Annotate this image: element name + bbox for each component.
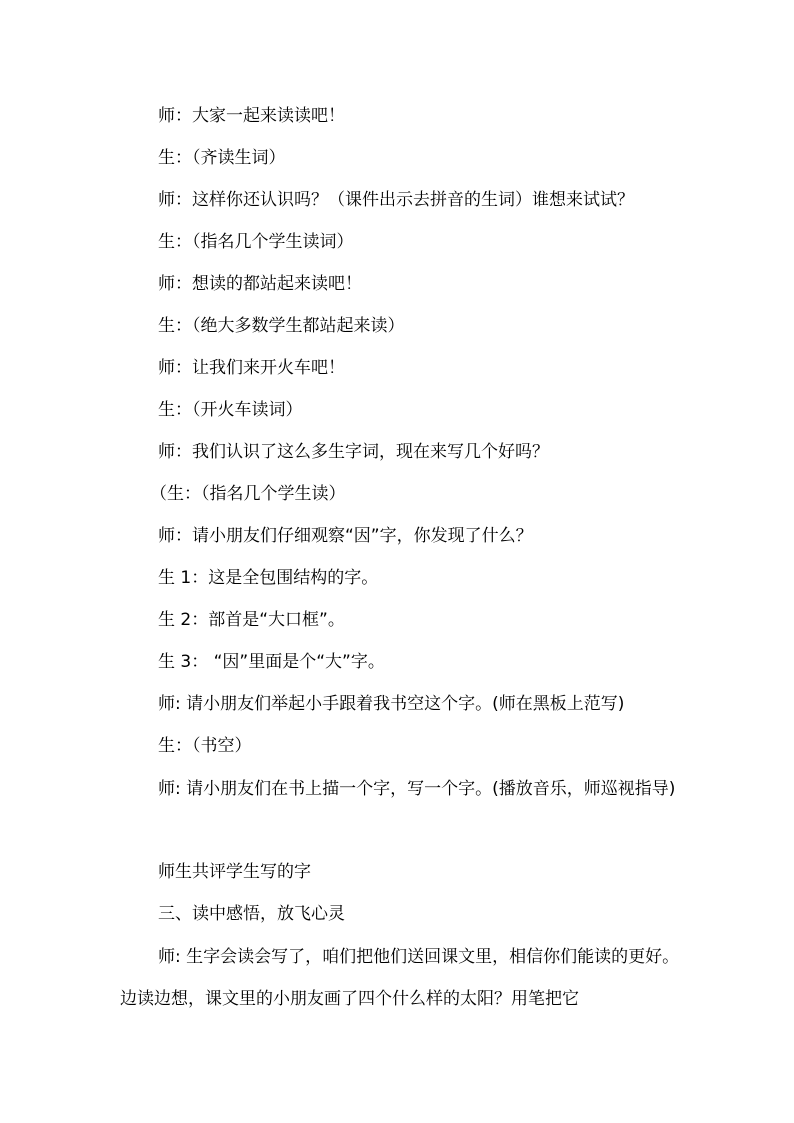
paragraph-17: 师: 请小朋友们在书上描一个字，写一个字。(播放音乐，师巡视指导) [158,779,676,799]
paragraph-6: 生：（绝大多数学生都站起来读） [158,316,405,336]
paragraph-8: 生：（开火车读词） [158,400,303,420]
paragraph-14: 生 3： “因”里面是个“大”字。 [158,652,385,672]
paragraph-18: 师生共评学生写的字 [158,862,311,882]
paragraph-9: 师：我们认识了这么多生字词，现在来写几个好吗？ [158,442,549,462]
paragraph-15: 师: 请小朋友们举起小手跟着我书空这个字。(师在黑板上范写) [158,694,625,714]
paragraph-20: 师: 生字会读会写了，咱们把他们送回课文里，相信你们能读的更好。边读边想，课文里的小朋友画了四个什么样的太阳？用笔把它 [120,947,680,1009]
paragraph-5: 师：想读的都站起来读吧！ [158,274,362,294]
paragraph-16: 生：（书空） [158,736,252,756]
paragraph-12: 生 1：这是全包围结构的字。 [158,568,379,588]
section-heading: 三、读中感悟，放飞心灵 [158,904,345,924]
paragraph-7: 师：让我们来开火车吧！ [158,358,345,378]
paragraph-10: （生：（指名几个学生读） [150,484,346,504]
paragraph-3: 师：这样你还认识吗？（课件出示去拼音的生词）谁想来试试？ [158,190,634,210]
paragraph-2: 生：（齐读生词） [158,148,286,168]
paragraph-13: 生 2：部首是“大口框”。 [158,610,345,630]
paragraph-11: 师：请小朋友们仔细观察“因”字，你发现了什么？ [158,526,533,546]
paragraph-4: 生：（指名几个学生读词） [158,232,354,252]
paragraph-1: 师：大家一起来读读吧！ [158,106,345,126]
